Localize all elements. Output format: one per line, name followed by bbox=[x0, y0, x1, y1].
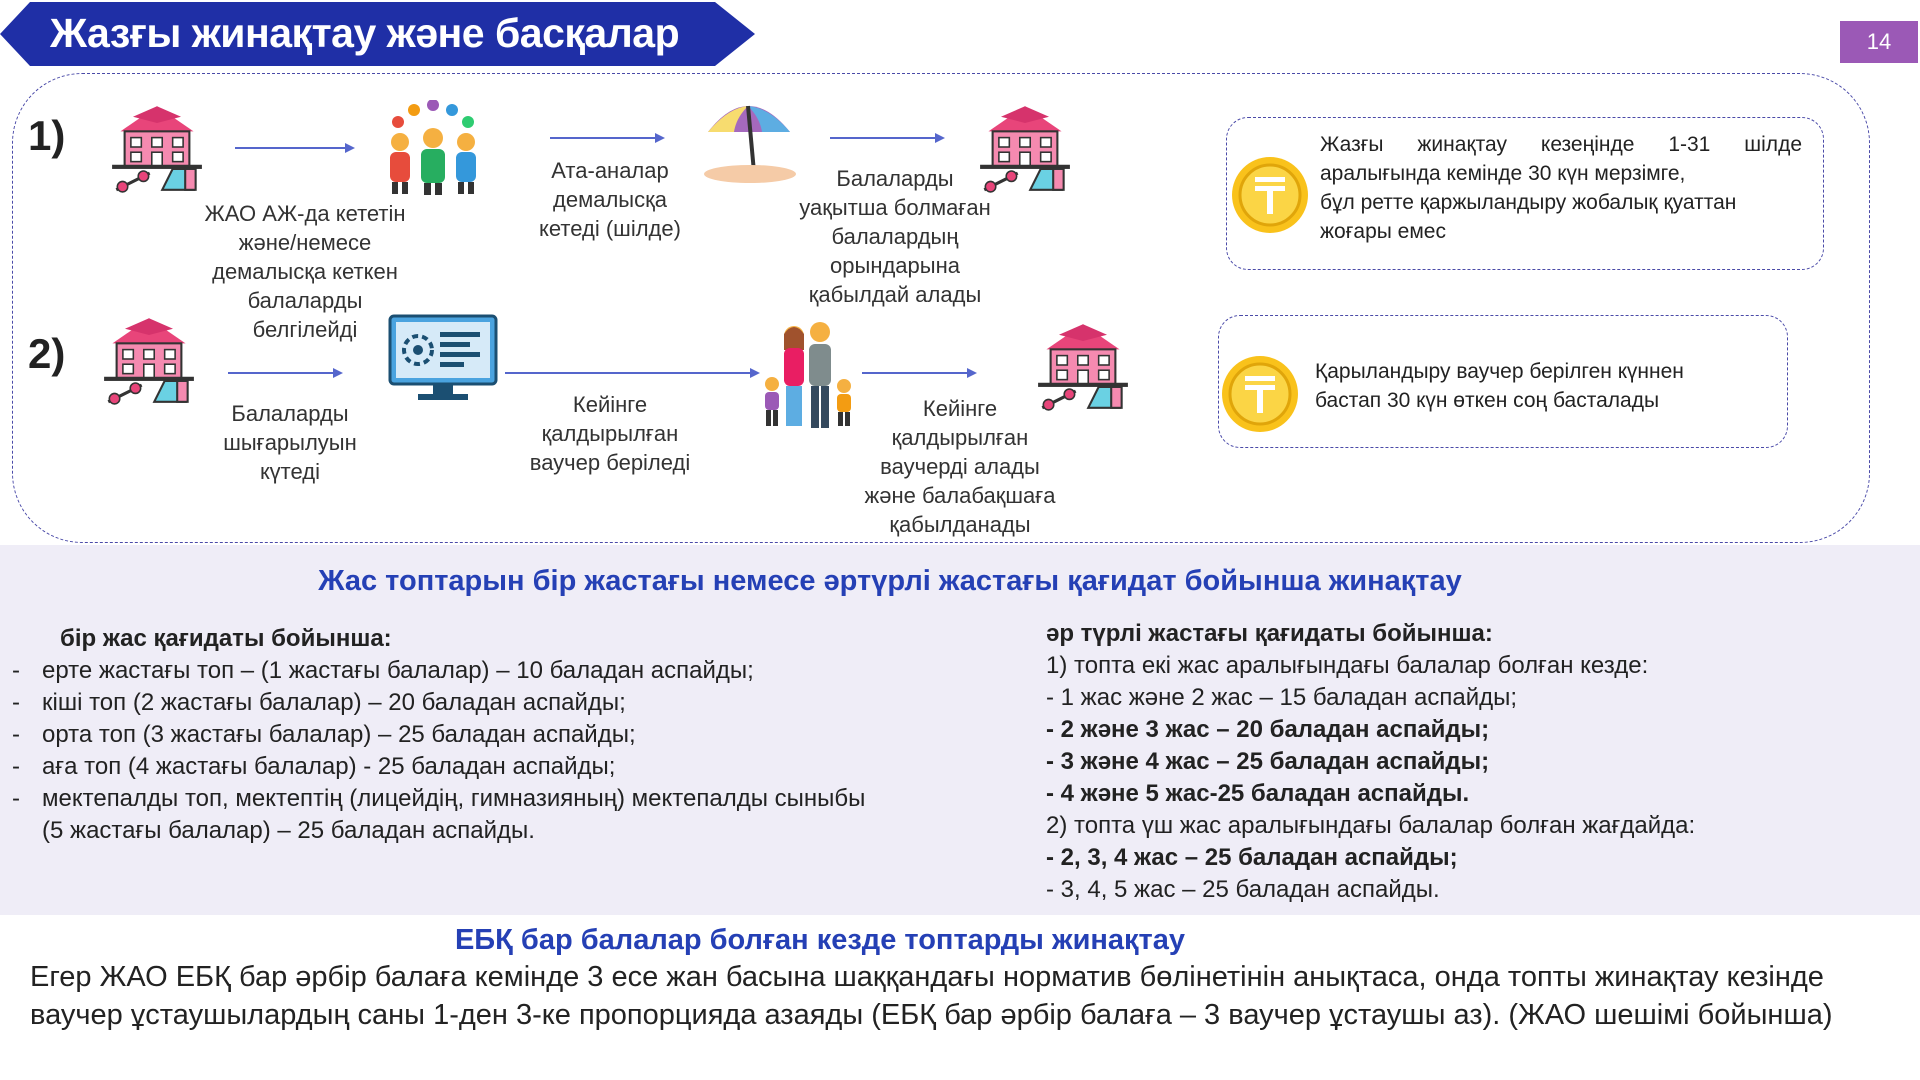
row1-step3-text: Балаларды уақытша болмаған балалардың орындарына қабылдай алады bbox=[799, 166, 991, 307]
info-text-summer: Жазғы жинақтау кезеңінде 1-31 шілде аралығында кемінде 30 күн мерзімге, бұл ретте қаржыландыру жобалық қуаттан жоғары емес bbox=[1320, 133, 1802, 243]
kindergarten-icon bbox=[102, 312, 196, 406]
info-text-funding: Қарыландыру ваучер берілген күннен бастап 30 күн өткен соң басталады bbox=[1315, 360, 1684, 412]
same-age-title: бір жас қағидаты бойынша: bbox=[60, 625, 392, 652]
mixed-age-list bbox=[1046, 620, 1916, 906]
arrow-right-icon bbox=[505, 367, 760, 379]
special-needs-text: Егер ЖАО ЕБҚ бар әрбір балаға кемінде 3 есе жан басына шаққандағы норматив бөлінетінін анықтаса, онда топты жинақтау кезінде ваучер ұстаушылардың саны 1-ден 3-ке пропорцияда азаяды (ЕБҚ бар әрбір балаға – 3 ваучер ұстаушы аз). (ЖАО шешімі бойынша) bbox=[30, 961, 1833, 1031]
list-item: - 1 жас және 2 жас – 15 баладан аспайды; bbox=[1046, 684, 1518, 711]
list-item: - кіші топ (2 жастағы балалар) – 20 баладан аспайды; bbox=[12, 687, 1012, 719]
list-item: - 2, 3, 4 жас – 25 баладан аспайды; bbox=[1046, 844, 1458, 871]
arrow-right-icon bbox=[862, 367, 977, 379]
tenge-coin-icon bbox=[1230, 155, 1310, 235]
list-item: - 3 және 4 жас – 25 баладан аспайды; bbox=[1046, 748, 1490, 775]
computer-settings-icon bbox=[388, 314, 498, 402]
row2-step3-text: Кейінге қалдырылған ваучерді алады және балабақшаға қабылданады bbox=[864, 396, 1056, 537]
same-age-list bbox=[12, 625, 1012, 847]
special-needs-heading: ЕБҚ бар балалар болған кезде топтарды жинақтау bbox=[454, 924, 1186, 956]
list-item: - 2 және 3 жас – 20 баладан аспайды; bbox=[1046, 716, 1490, 743]
list-item: - ерте жастағы топ – (1 жастағы балалар) – 10 баладан аспайды; bbox=[12, 655, 1012, 687]
list-item: 2) топта үш жас аралығындағы балалар болған жағдайда: bbox=[1046, 812, 1696, 839]
list-item: - аға топ (4 жастағы балалар) - 25 баладан аспайды; bbox=[12, 751, 1012, 783]
list-item: - мектепалды топ, мектептің (лицейдің, гимназияның) мектепалды сыныбы bbox=[12, 783, 1012, 815]
list-item: - 3, 4, 5 жас – 25 баладан аспайды. bbox=[1046, 876, 1440, 903]
list-item: - 4 және 5 жас-25 баладан аспайды. bbox=[1046, 780, 1470, 807]
kindergarten-icon bbox=[110, 100, 204, 194]
grouping-heading: Жас топтарын бір жастағы немесе әртүрлі жастағы қағидат бойынша жинақтау bbox=[318, 565, 1462, 597]
row1-step2-text: Ата-аналар демалысқа кетеді (шілде) bbox=[539, 158, 681, 241]
arrow-right-icon bbox=[830, 132, 945, 144]
family-icon bbox=[760, 320, 856, 432]
row2-step1-text: Балаларды шығарылуын күтеді bbox=[223, 401, 357, 484]
list-item: (5 жастағы балалар) – 25 баладан аспайды. bbox=[42, 817, 535, 844]
row2-label: 2) bbox=[28, 330, 66, 377]
row1-label: 1) bbox=[28, 112, 66, 159]
row2-step2-text: Кейінге қалдырылған ваучер беріледі bbox=[529, 392, 691, 475]
list-item: - орта топ (3 жастағы балалар) – 25 баладан аспайды; bbox=[12, 719, 1012, 751]
arrow-right-icon bbox=[550, 132, 665, 144]
arrow-right-icon bbox=[228, 367, 343, 379]
list-item: 1) топта екі жас аралығындағы балалар болған кезде: bbox=[1046, 652, 1649, 679]
tenge-coin-icon bbox=[1220, 354, 1300, 434]
page-title: Жазғы жинақтау және басқалар bbox=[50, 10, 680, 56]
row1-step1-text: ЖАО АЖ-да кететін және/немесе демалысқа кеткен балаларды белгілейді bbox=[204, 201, 406, 342]
mixed-age-title: әр түрлі жастағы қағидаты бойынша: bbox=[1046, 620, 1493, 647]
arrow-right-icon bbox=[235, 142, 355, 154]
children-group-icon bbox=[378, 100, 488, 196]
page-number-badge: 14 bbox=[1840, 21, 1918, 63]
